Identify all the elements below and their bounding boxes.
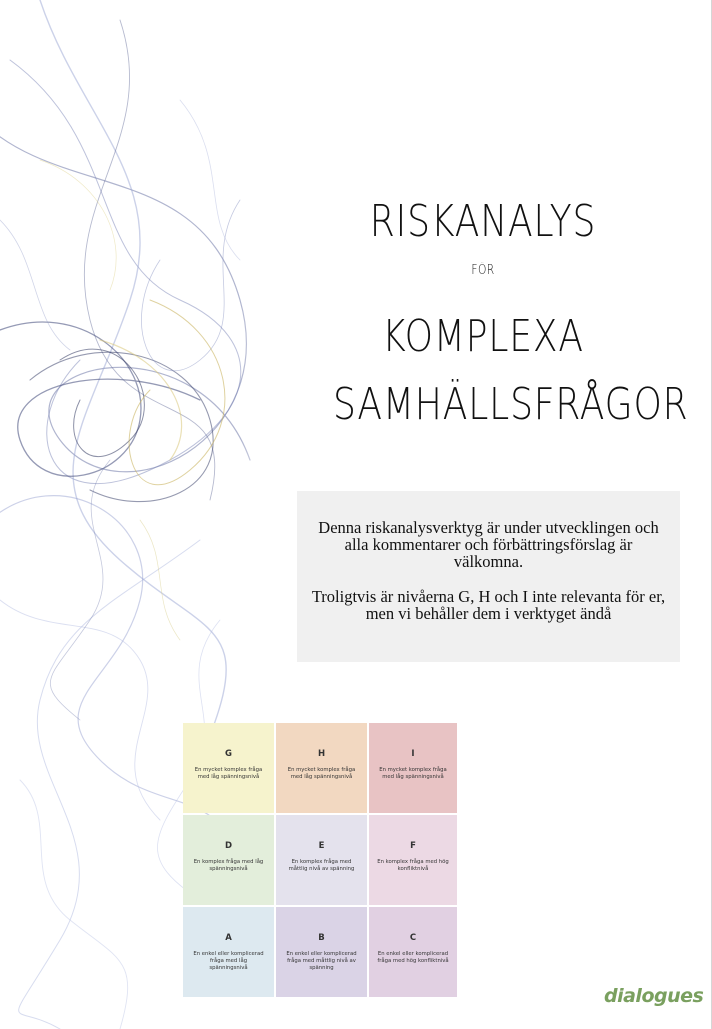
notice-box [297,491,680,662]
matrix-cell-b [276,907,367,997]
title-block [300,190,689,430]
matrix-cell-description: En komplex fråga med hög konfliktnivå [377,859,449,872]
matrix-cell-letter: G [225,749,232,759]
title-line-riskanalys: RISKANALYS [369,196,597,247]
matrix-cell-g [183,723,274,813]
matrix-cell-description: En mycket komplex fråga med låg spänningsnivå [379,767,447,780]
matrix-cell-description: En komplex fråga med måttlig nivå av spänning [288,859,355,872]
notice-paragraph-levels: Troligtvis är nivåerna G, H och I inte relevanta för er, men vi behåller dem i verktyget ändå [311,587,666,623]
matrix-cell-description: En mycket komplex fråga med låg spänningsnivå [194,767,263,780]
matrix-cell-letter: A [225,933,232,943]
matrix-cell-letter: I [411,749,415,759]
matrix-cell-description: En enkel eller komplicerad fråga med låg spänningsnivå [193,951,264,971]
matrix-cell-description: En enkel eller komplicerad fråga med måttlig nivå av spänning [286,951,357,971]
matrix-cell-f [369,815,457,905]
complexity-matrix [183,723,457,997]
matrix-cell-e [276,815,367,905]
matrix-cell-description: En komplex fråga med låg spänningsnivå [193,859,264,872]
matrix-cell-letter: E [318,841,325,851]
title-line-samhallsfragor: SAMHÄLLSFRÅGOR [332,379,689,430]
matrix-cell-letter: D [224,841,233,851]
title-line-komplexa: KOMPLEXA [382,311,584,362]
matrix-cell-h [276,723,367,813]
matrix-cell-c [369,907,457,997]
title-line-for: FÖR [471,263,495,278]
matrix-cell-letter: H [317,749,326,759]
matrix-cell-letter: C [409,933,417,943]
matrix-cell-d [183,815,274,905]
matrix-cell-letter: B [318,933,325,943]
dialogues-logo: dialogues [604,985,704,1007]
matrix-cell-i [369,723,457,813]
matrix-cell-letter: F [410,841,416,851]
notice-paragraph-development: Denna riskanalysverktyg är under utvecklingen och alla kommentarer och förbättringsförslag är välkomna. [318,518,659,571]
matrix-cell-a [183,907,274,997]
matrix-cell-description: En enkel eller komplicerad fråga med hög konfliktnivå [377,951,449,964]
matrix-cell-description: En mycket komplex fråga med låg spänningsnivå [287,767,356,780]
